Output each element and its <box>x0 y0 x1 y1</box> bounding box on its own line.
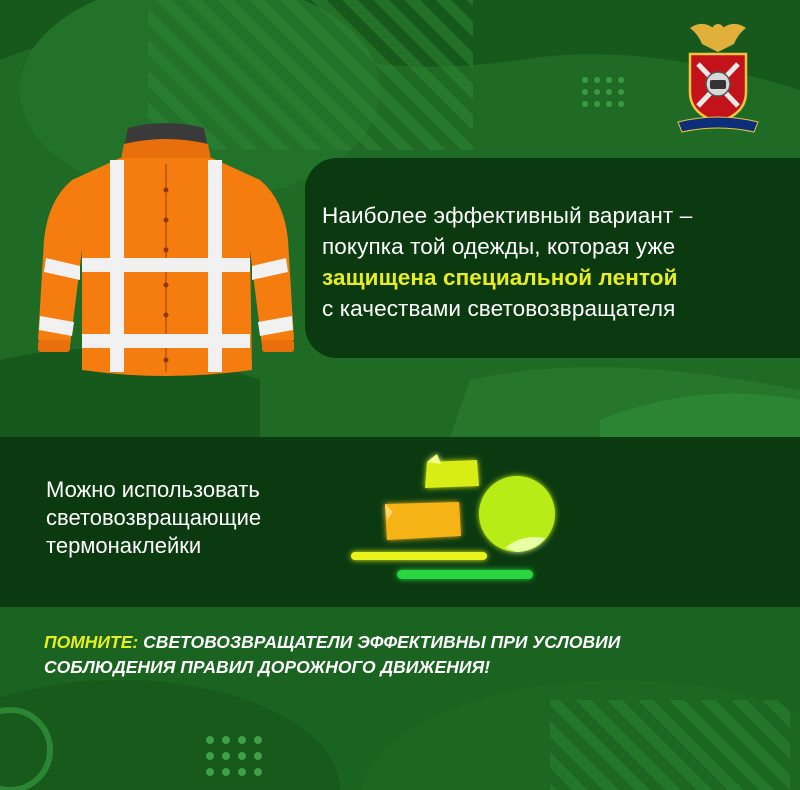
main-text-highlight: защищена специальной лентой <box>322 265 678 290</box>
side-text-line-3: термонаклейки <box>46 533 202 558</box>
main-text-line-4: с качествами световозвращателя <box>322 296 676 321</box>
reflective-jacket-icon <box>36 120 296 390</box>
side-text-line-2: световозвращающие <box>46 505 262 530</box>
main-text-line-1: Наиболее эффективный вариант – <box>322 203 693 228</box>
side-text-line-1: Можно использовать <box>46 477 260 502</box>
main-text-block <box>322 200 692 324</box>
footer-line-1-text: СВЕТОВОЗВРАЩАТЕЛИ ЭФФЕКТИВНЫ ПРИ УСЛОВИИ <box>138 632 621 652</box>
footer-line-1 <box>44 630 620 655</box>
police-emblem-icon <box>676 18 760 136</box>
footer-line-2: СОБЛЮДЕНИЯ ПРАВИЛ ДОРОЖНОГО ДВИЖЕНИЯ! <box>44 657 491 677</box>
warning-label: ПОМНИТЕ: <box>44 632 139 652</box>
reflective-stickers-icon <box>345 450 560 590</box>
footer-warning <box>44 630 620 680</box>
main-text-line-2: покупка той одежды, которая уже <box>322 234 676 259</box>
side-text-block <box>46 476 261 560</box>
